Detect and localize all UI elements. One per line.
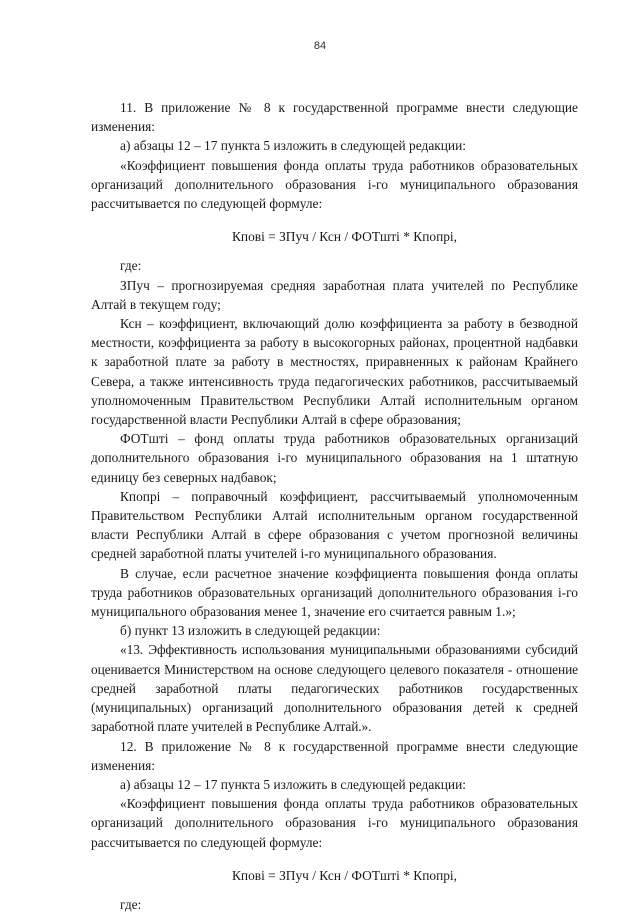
- where-label-repeat: где:: [120, 896, 142, 912]
- paragraph-coefficient-definition-repeat: «Коэффициент повышения фонда оплаты труда работников образовательных организаций дополнительного образования i-го муниципального образования рассчитывается по следующей формуле:: [91, 796, 578, 850]
- formula-repeat: Кпові = ЗПуч / Ксн / ФОТшті * Кпопрі,: [231, 867, 458, 883]
- paragraph-zpuch-definition: ЗПуч – прогнозируемая средняя заработная плата учителей по Республике Алтай в текущем году;: [91, 277, 578, 312]
- document-body: [91, 98, 578, 914]
- paragraph-ksn-definition: Ксн – коэффициент, включающий долю коэффициента за работу в безводной местности, коэффициента за работу в высокогорных районах, процентной надбавки к заработной плате за работу в местностях, приравненных к районам Крайнего Севера, а также интенсивность труда педагогических работников, рассчитываемый уполномоченным Правительством Республики Алтай исполнительным органом государственной власти Республики Алтай в сфере образования;: [91, 316, 578, 428]
- paragraph-item-13-efficiency: «13. Эффективность использования муниципальными образованиями субсидий оценивается Министерством на основе следующего целевого показателя - отношение средней заработной платы педагогических работников государственных (муниципальных) организаций дополнительного образования детей к средней заработной плате учителей в Республике Алтай.».: [91, 642, 578, 735]
- where-label: где:: [120, 258, 142, 274]
- formula: Кпові = ЗПуч / Ксн / ФОТшті * Кпопрі,: [231, 229, 458, 245]
- paragraph-subitem-b: б) пункт 13 изложить в следующей редакции:: [120, 623, 381, 639]
- paragraph-item-12-intro: 12. В приложение № 8 к государственной программе внести следующие изменения:: [91, 738, 578, 773]
- paragraph-kpopr-definition: Кпопрі – поправочный коэффициент, рассчитываемый уполномоченным Правительством Республики Алтай исполнительным органом государственной власти Республики Алтай в сфере образования с учетом прогнозной величины средней заработной платы учителей i-го муниципального образования.: [91, 488, 578, 562]
- paragraph-subitem-a-repeat: а) абзацы 12 – 17 пункта 5 изложить в следующей редакции:: [120, 776, 466, 792]
- page-number: 84: [313, 40, 327, 52]
- paragraph-fot-definition: ФОТшті – фонд оплаты труда работников образовательных организаций дополнительного образования i-го муниципального образования на 1 штатную единицу без северных надбавок;: [91, 431, 578, 485]
- paragraph-coefficient-definition: «Коэффициент повышения фонда оплаты труда работников образовательных организаций дополнительного образования i-го муниципального образования рассчитывается по следующей формуле:: [91, 157, 578, 212]
- paragraph-minimum-value: В случае, если расчетное значение коэффициента повышения фонда оплаты труда работников образовательных организаций дополнительного образования i-го муниципального образования менее 1, значение его считается равным 1.»;: [91, 565, 578, 620]
- paragraph-item-11-intro: 11. В приложение № 8 к государственной программе внести следующие изменения:: [91, 100, 578, 135]
- paragraph-subitem-a: а) абзацы 12 – 17 пункта 5 изложить в следующей редакции:: [120, 138, 466, 154]
